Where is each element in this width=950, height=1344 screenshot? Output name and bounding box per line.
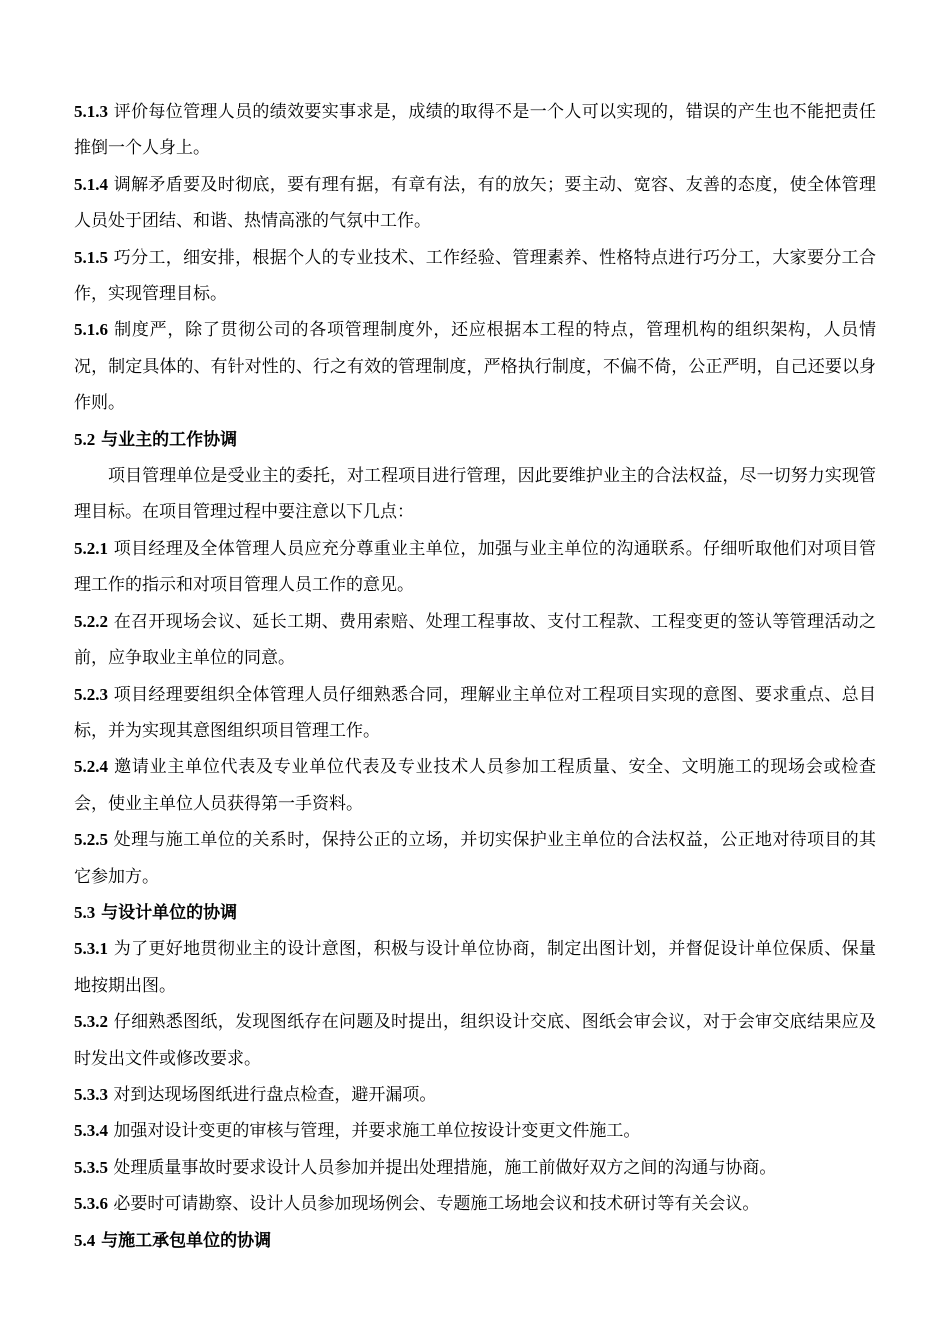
clause-5-1-3	[74, 94, 876, 167]
clause-number: 5.2.1	[74, 538, 108, 558]
section-number: 5.3	[74, 902, 96, 922]
clause-5-3-3	[74, 1077, 876, 1113]
clause-number: 5.2.4	[74, 757, 108, 777]
clause-text: 调解矛盾要及时彻底，要有理有据，有章有法，有的放矢；要主动、宽容、友善的态度，使全体管理人员处于团结、和谐、热情高涨的气氛中工作。	[74, 174, 877, 232]
clause-text: 制度严，除了贯彻公司的各项管理制度外，还应根据本工程的特点，管理机构的组织架构，人员情况，制定具体的、有针对性的、行之有效的管理制度，严格执行制度，不偏不倚，公正严明，自己还要以身作则。	[74, 320, 876, 414]
clause-5-1-4	[74, 167, 876, 240]
clause-5-3-2	[74, 1004, 876, 1077]
section-heading-5-4	[74, 1223, 876, 1259]
clause-5-3-1	[74, 931, 876, 1004]
section-heading-5-2	[74, 422, 876, 458]
clause-text: 加强对设计变更的审核与管理，并要求施工单位按设计变更文件施工。	[113, 1121, 641, 1142]
clause-5-2-5	[74, 822, 876, 895]
clause-5-1-5	[74, 240, 876, 313]
clause-number: 5.2.5	[74, 830, 108, 850]
section-number: 5.2	[74, 429, 96, 449]
section-title: 与施工承包单位的协调	[101, 1230, 272, 1251]
clause-text: 巧分工，细安排，根据个人的专业技术、工作经验、管理素养、性格特点进行巧分工，大家要分工合作，实现管理目标。	[74, 247, 877, 305]
clause-number: 5.3.2	[74, 1012, 108, 1032]
clause-text: 邀请业主单位代表及专业单位代表及专业技术人员参加工程质量、安全、文明施工的现场会或检查会，使业主单位人员获得第一手资料。	[74, 757, 876, 814]
clause-number: 5.2.3	[74, 684, 108, 704]
clause-5-3-4	[74, 1113, 876, 1149]
clause-text: 项目经理及全体管理人员应充分尊重业主单位，加强与业主单位的沟通联系。仔细听取他们对项目管理工作的指示和对项目管理人员工作的意见。	[74, 538, 877, 596]
clause-number: 5.1.5	[74, 247, 108, 267]
clause-number: 5.3.4	[74, 1121, 108, 1141]
clause-text: 处理质量事故时要求设计人员参加并提出处理措施，施工前做好双方之间的沟通与协商。	[113, 1157, 777, 1178]
clause-5-2-3	[74, 677, 876, 750]
clause-text: 仔细熟悉图纸，发现图纸存在问题及时提出，组织设计交底、图纸会审会议，对于会审交底结果应及时发出文件或修改要求。	[74, 1012, 877, 1069]
clause-5-2-1	[74, 531, 876, 604]
clause-text: 必要时可请勘察、设计人员参加现场例会、专题施工场地会议和技术研讨等有关会议。	[113, 1194, 760, 1215]
clause-text: 在召开现场会议、延长工期、费用索赔、处理工程事故、支付工程款、工程变更的签认等管理活动之前，应争取业主单位的同意。	[74, 611, 877, 669]
section-title: 与业主的工作协调	[101, 429, 238, 450]
clause-number: 5.3.1	[74, 939, 108, 959]
section-number: 5.4	[74, 1230, 96, 1250]
clause-number: 5.1.6	[74, 320, 108, 340]
clause-number: 5.3.3	[74, 1084, 108, 1104]
section-title: 与设计单位的协调	[101, 902, 238, 923]
clause-number: 5.3.6	[74, 1194, 108, 1214]
clause-number: 5.1.4	[74, 174, 108, 194]
clause-number: 5.1.3	[74, 102, 108, 121]
clause-5-3-5	[74, 1150, 876, 1186]
clause-text: 项目经理要组织全体管理人员仔细熟悉合同，理解业主单位对工程项目实现的意图、要求重点、总目标，并为实现其意图组织项目管理工作。	[74, 684, 877, 741]
clause-5-2-4	[74, 749, 876, 822]
clause-number: 5.2.2	[74, 611, 108, 631]
clause-text: 为了更好地贯彻业主的设计意图，积极与设计单位协商，制定出图计划，并督促设计单位保质、保量地按期出图。	[74, 939, 877, 996]
clause-text: 处理与施工单位的关系时，保持公正的立场，并切实保护业主单位的合法权益，公正地对待项目的其它参加方。	[74, 830, 877, 887]
clause-5-2-2	[74, 604, 876, 677]
section-heading-5-3	[74, 895, 876, 931]
clause-5-3-6	[74, 1186, 876, 1222]
clause-5-1-6	[74, 312, 876, 421]
section-intro: 项目管理单位是受业主的委托，对工程项目进行管理，因此要维护业主的合法权益，尽一切努力实现管理目标。在项目管理过程中要注意以下几点：	[74, 466, 876, 523]
clause-text: 对到达现场图纸进行盘点检查，避开漏项。	[113, 1084, 437, 1105]
clause-number: 5.3.5	[74, 1157, 108, 1177]
clause-text: 评价每位管理人员的绩效要实事求是，成绩的取得不是一个人可以实现的，错误的产生也不能把责任推倒一个人身上。	[74, 102, 877, 159]
